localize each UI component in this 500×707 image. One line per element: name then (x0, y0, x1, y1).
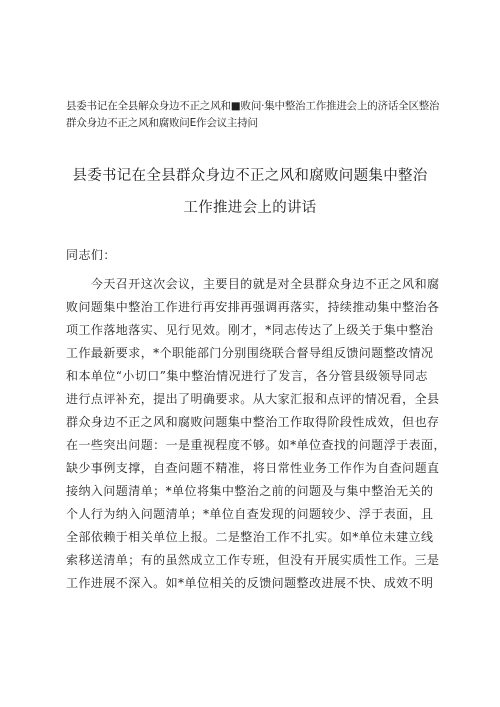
salutation: 同志们： (66, 248, 116, 262)
body-line-3: 项工作落地落实、见行见效。刚才，*同志传达了上级关于集中整治 (66, 323, 434, 337)
body-line-6: 进行点评补充，提出了明确要求。从大家汇报和点评的情况看，全县 (66, 392, 440, 406)
body-line-11: 个人行为纳入问题清单；*单位自查发现的问题较少、浮于表面，且 (66, 507, 434, 521)
title-line-1: 县委书记在全县群众身边不正之风和腐败问题集中整治 (72, 168, 428, 184)
body-line-1: 今天召开这次会议，主要目的就是对全县群众身边不正之风和腐 (66, 277, 440, 291)
body-line-14: 工作进展不深入。如*单位相关的反馈问题整改进展不快、成效不明 (66, 576, 434, 590)
body-line-2: 败问题集中整治工作进行再安排再强调再落实，持续推动集中整治各 (66, 300, 440, 314)
body-line-9: 缺少事例支撑，自查问题不精准，将日常性业务工作作为自查问题直 (66, 461, 440, 475)
body-line-12: 全部依赖于相关单位上报。二是整治工作不扎实。如*单位未建立线 (66, 530, 434, 544)
header-line-2: 群众身边不正之风和腐败问E作会议主持问 (66, 117, 258, 129)
body-line-4: 工作最新要求，*个职能部门分别围绕联合督导组反馈问题整改情况 (66, 346, 434, 360)
header-line-1: 县委书记在全县解众身边不正之风和■败问·集中整治工作推进会上的济话全区整治 (66, 100, 440, 112)
document-header (66, 98, 446, 132)
document-title (40, 160, 460, 224)
body-line-7: 群众身边不正之风和腐败问题集中整治工作取得阶段性成效，但也存 (66, 415, 440, 429)
body-line-5: 和本单位“小切口”集中整治情况进行了发言，各分管县级领导同志 (66, 369, 428, 383)
body-line-8: 在一些突出问题：一是重视程度不够。如*单位查找的问题浮于表面， (66, 438, 446, 452)
body-line-13: 索移送清单；有的虽然成立工作专班，但没有开展实质性工作。三是 (66, 553, 440, 567)
title-line-2: 工作推进会上的讲话 (183, 200, 317, 216)
body-line-10: 接纳入问题清单；*单位将集中整治之前的问题及与集中整治无关的 (66, 484, 434, 498)
document-body (66, 244, 446, 595)
